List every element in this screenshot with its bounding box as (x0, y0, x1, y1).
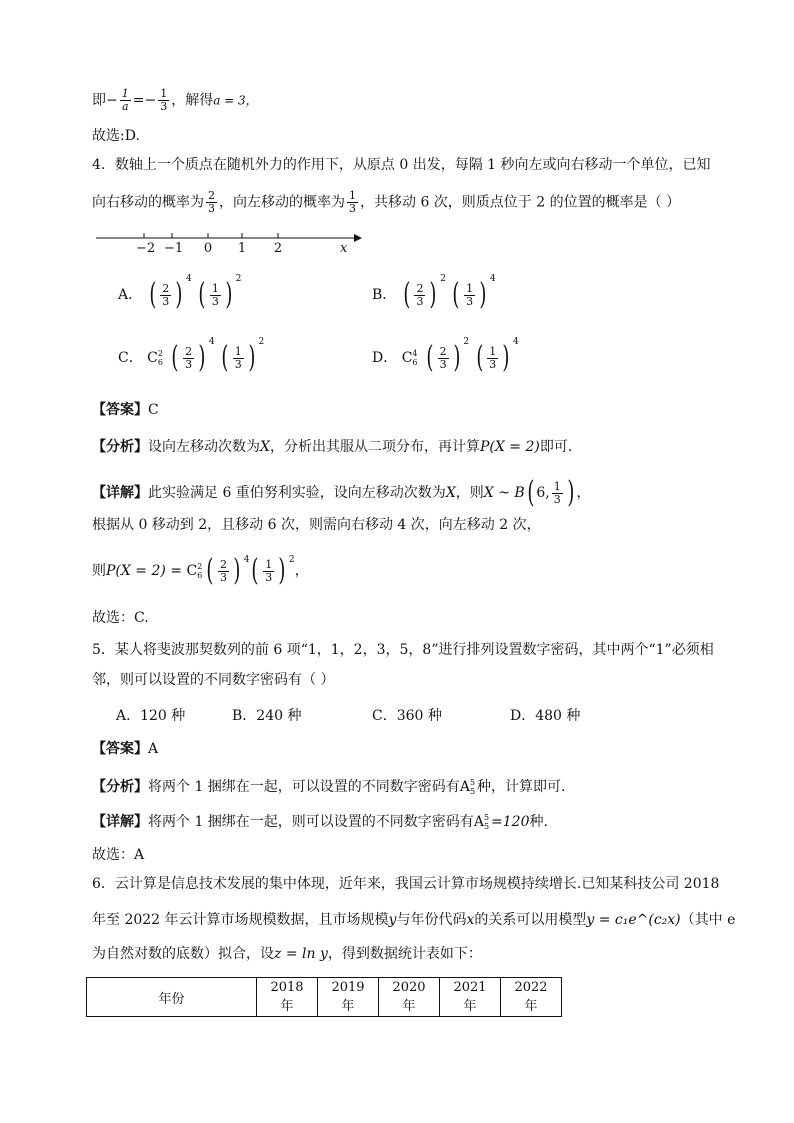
axis-label: x (340, 241, 348, 256)
fraction-num: 2 (185, 344, 193, 358)
fraction-num: 1 (349, 189, 356, 202)
q4-line2 (92, 190, 680, 215)
option-a[interactable] (118, 274, 242, 312)
option-label: A． (118, 287, 143, 303)
math-var: y (388, 912, 397, 928)
number-line-labels (92, 241, 362, 259)
text: 将两个 1 捆绑在一起，可以设置的不同数字密码有 (148, 779, 460, 795)
exponent: 4 (243, 555, 250, 565)
q5-option-c[interactable]: C．360 种 (372, 708, 442, 724)
q5-line1: 5．某人将斐波那契数列的前 6 项“1，1，2，3，5，8”进行排列设置数字密码，其中两个“1”必须相 (92, 642, 714, 658)
fraction-num: 1 (211, 281, 219, 295)
fraction-num: 1 (265, 557, 273, 571)
fraction-den: 3 (208, 202, 215, 215)
exponent: 2 (235, 274, 242, 284)
table-cell: 2020 年 (379, 978, 440, 1017)
exponent: 4 (208, 337, 215, 347)
fraction (120, 88, 131, 113)
combination-symbol: C (147, 350, 158, 366)
fraction-den: 3 (349, 202, 356, 215)
text: 种，计算即可. (477, 779, 566, 795)
detail-tag: 【详解】 (92, 814, 148, 830)
text: ，解得 (171, 92, 214, 109)
tick-label: −2 (136, 241, 156, 256)
text: 即− (92, 92, 118, 109)
paren-group: ( $\frac{2}{3}$ ) (426, 340, 461, 375)
q4-select: 故选：C. (92, 610, 149, 626)
exponent: 2 (288, 555, 295, 565)
text: 与年份代码 (396, 912, 467, 928)
permutation-symbol: A (473, 814, 484, 830)
table-cell: 2018 年 (257, 978, 318, 1017)
fraction-num: 2 (439, 344, 447, 358)
paren-group: ( $\frac{2}{3}$ ) (206, 553, 241, 588)
text: ，分析出其服从二项分布，再计算 (269, 439, 480, 455)
table-cell: 2019 年 (318, 978, 379, 1017)
permutation-indices: 5 5 (469, 778, 476, 796)
fraction-num: 1 (466, 281, 474, 295)
text: 为自然对数的底数）拟合，设 (92, 946, 274, 962)
math-expr: X ~ B (483, 485, 525, 501)
math-expr: =120 (491, 814, 530, 830)
fraction-den: 3 (489, 357, 497, 371)
q5-option-a[interactable]: A．120 种 (116, 708, 186, 724)
analysis-tag: 【分析】 (92, 779, 148, 795)
answer-tag: 【答案】 (92, 402, 148, 418)
text: 设向左移动次数为 (148, 439, 260, 455)
text: 则 (92, 563, 106, 579)
option-d[interactable] (372, 337, 519, 375)
text: ，向左移动的概率为 (219, 194, 345, 211)
q5-line2: 邻，则可以设置的不同数字密码有（ ） (92, 672, 335, 688)
exponent: 2 (463, 337, 470, 347)
fraction-den: 3 (265, 570, 273, 584)
fraction-den: 3 (211, 294, 219, 308)
q4-answer (92, 400, 159, 420)
text: 此实验满足 6 重伯努利实验，设向左移动次数为 (148, 485, 446, 501)
q5-detail (92, 812, 548, 832)
fraction-den: 3 (185, 357, 193, 371)
q6-line3 (92, 944, 482, 964)
fraction-num: 1 (121, 87, 129, 100)
table-cell: 2021 年 (440, 978, 501, 1017)
tick-label: 1 (237, 241, 247, 256)
fraction-num: 1 (553, 479, 561, 493)
fraction (158, 88, 169, 113)
paren-group: ( $\frac{1}{3}$ ) (452, 277, 487, 312)
combination-indices: 2 6 (197, 562, 203, 580)
table-header-cell: 年份 (87, 978, 257, 1017)
text: 将两个 1 捆绑在一起，则可以设置的不同数字密码有 (148, 814, 474, 830)
answer-value: C (148, 402, 159, 418)
text: 的关系可以用模型 (474, 912, 587, 928)
paren-group: ( $\frac{2}{3}$ ) (403, 277, 437, 312)
fraction-num: 2 (416, 281, 424, 295)
fraction-num: 1 (489, 344, 497, 358)
text: ， (294, 563, 309, 579)
text: 6, (536, 485, 550, 501)
fraction (206, 190, 217, 215)
q5-option-b[interactable]: B．240 种 (232, 708, 302, 724)
math-var: X (445, 485, 456, 501)
option-label: D． (372, 350, 398, 366)
exponent: 4 (186, 274, 192, 284)
text: 年至 2022 年云计算市场规模数据，且市场规模 (92, 912, 389, 928)
q5-answer (92, 739, 158, 759)
permutation-symbol: A (459, 779, 470, 795)
q5-analysis (92, 777, 565, 797)
paren-group: ( $\frac{2}{3}$ ) (148, 277, 183, 312)
exponent: 4 (513, 337, 519, 347)
combination-symbol: C (186, 563, 198, 579)
fraction-den: 3 (416, 294, 424, 308)
fraction-num: 2 (208, 189, 215, 202)
q6-line2 (92, 910, 735, 930)
answer-value: A (148, 741, 159, 757)
fraction-den: a (121, 100, 129, 113)
fraction-num: 1 (234, 344, 242, 358)
math-expr: y = c₁e^(c₂x) (586, 912, 681, 928)
text: =− (132, 92, 157, 109)
text: 即可. (539, 439, 573, 455)
paren-group: ( $\frac{1}{3}$ ) (221, 340, 256, 375)
q4-detail-line2: 根据从 0 移动到 2，且移动 6 次，则需向右移动 4 次，向左移动 2 次， (92, 517, 541, 533)
select-d: 故选:D. (92, 128, 140, 144)
option-c[interactable] (118, 337, 265, 375)
fraction-den: 3 (160, 100, 168, 113)
fraction-num: 2 (162, 281, 170, 295)
text: （其中 e (680, 912, 736, 928)
fraction-den: 3 (234, 357, 242, 371)
paren-group: ( 6, $\frac{1}{3}$ ) (527, 475, 575, 510)
math-var: x (466, 912, 475, 928)
option-label: C． (118, 350, 143, 366)
answer-tag: 【答案】 (92, 741, 148, 757)
paren-group: ( $\frac{1}{3}$ ) (198, 277, 233, 312)
permutation-indices: 5 5 (483, 813, 490, 831)
text: ，则 (455, 485, 484, 501)
q5-option-d[interactable]: D．480 种 (510, 708, 581, 724)
fraction (347, 190, 358, 215)
solution-line-a-eq (92, 88, 258, 113)
analysis-tag: 【分析】 (92, 439, 148, 455)
fraction-num: 1 (160, 87, 168, 100)
text: 种. (529, 814, 548, 830)
q4-line1: 4．数轴上一个质点在随机外力的作用下，从原点 0 出发，每隔 1 秒向左或向右移动一个单位，已知 (92, 157, 711, 173)
math-expr: P(X = 2) = (106, 563, 183, 579)
exponent: 4 (489, 274, 496, 284)
combination-indices: 4 6 (412, 349, 418, 367)
q6-line1: 6．云计算是信息技术发展的集中体现，近年来，我国云计算市场规模持续增长.已知某科技公司 2018 (92, 876, 720, 892)
text: ，得到数据统计表如下： (327, 946, 482, 962)
data-table (86, 977, 562, 1017)
q4-analysis (92, 437, 572, 457)
combination-indices: 2 6 (157, 349, 163, 367)
table-row (87, 978, 562, 1017)
paren-group: ( $\frac{1}{3}$ ) (475, 340, 510, 375)
q4-detail-line3 (92, 553, 309, 588)
table-cell: 2022 年 (501, 978, 562, 1017)
fraction-den: 3 (162, 294, 170, 308)
tick-label: −1 (164, 241, 184, 256)
option-b[interactable] (372, 274, 496, 312)
fraction-den: 3 (466, 294, 474, 308)
fraction-num: 2 (220, 557, 228, 571)
combination-symbol: C (401, 350, 413, 366)
tick-label: 2 (273, 241, 283, 256)
option-label: B． (372, 287, 397, 303)
math-expr: P(X = 2) (479, 439, 540, 455)
exponent: 2 (440, 274, 446, 284)
exponent: 2 (258, 337, 265, 347)
detail-tag: 【详解】 (92, 485, 148, 501)
text: ，共移动 6 次，则质点位于 2 的位置的概率是（ ） (360, 194, 681, 211)
q4-detail: 【详解】此实验满足 6 重伯努利实验，设向左移动次数为X，则X ~ B ( 6, $\frac{1}{3}$ ) ， (92, 475, 591, 510)
q5-select: 故选：A (92, 847, 145, 863)
text: 向右移动的概率为 (92, 194, 204, 211)
math-expr: z = ln y (274, 946, 328, 962)
paren-group: ( $\frac{1}{3}$ ) (251, 553, 286, 588)
math-var: X (260, 439, 270, 455)
fraction-den: 3 (220, 570, 228, 584)
text: a = 3， (213, 93, 258, 108)
tick-label: 0 (203, 241, 213, 256)
paren-group: ( $\frac{2}{3}$ ) (171, 340, 206, 375)
fraction-den: 3 (439, 357, 447, 371)
fraction-den: 3 (553, 492, 561, 506)
